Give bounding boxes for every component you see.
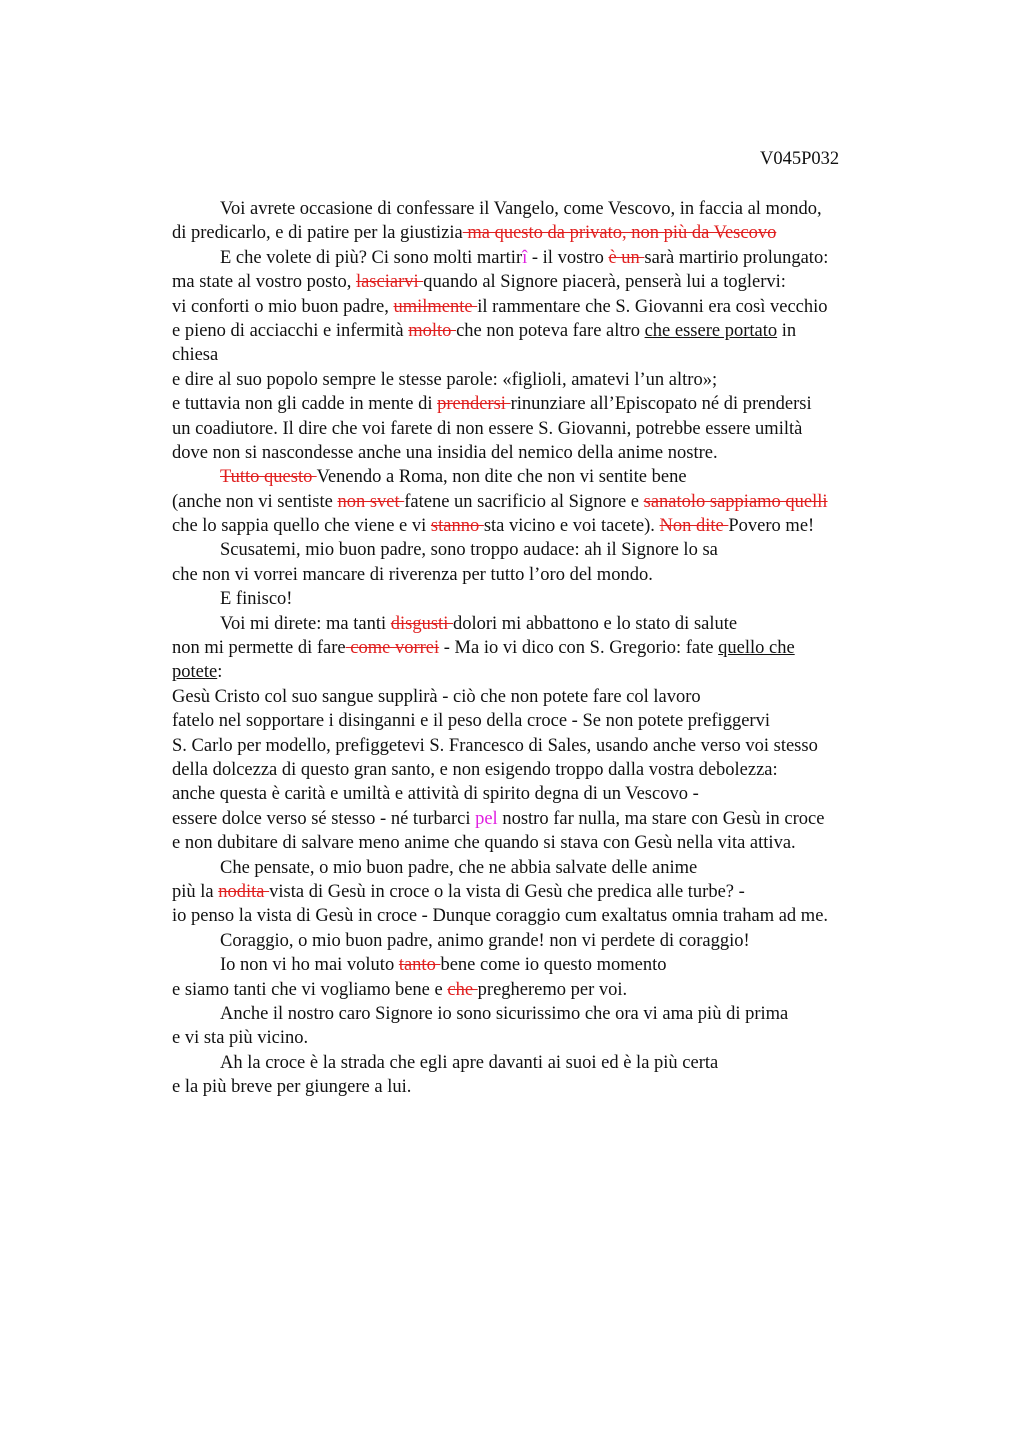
text-segment: e pieno di acciacchi e infermità bbox=[172, 320, 409, 341]
text-line bbox=[172, 734, 932, 758]
text-line bbox=[172, 685, 932, 709]
underlined-text: che essere portato bbox=[644, 320, 778, 341]
text-segment: di predicarlo, e di patire per la giustizia bbox=[172, 223, 463, 244]
text-line bbox=[172, 904, 932, 928]
text-line bbox=[172, 758, 932, 782]
text-segment: Io non vi ho mai voluto bbox=[220, 955, 399, 976]
text-segment: fatene un sacrificio al Signore e bbox=[404, 491, 644, 512]
text-segment: e siamo tanti che vi vogliamo bene e bbox=[172, 979, 448, 1000]
text-segment: chiesa bbox=[172, 345, 219, 366]
underlined-text: potete bbox=[172, 662, 218, 683]
struck-text: sanatolo sappiamo quelli bbox=[643, 491, 828, 512]
text-line bbox=[172, 246, 932, 270]
text-segment: fatelo nel sopportare i disinganni e il peso della croce - Se non potete prefiggervi bbox=[172, 711, 770, 732]
struck-text: come vorrei bbox=[345, 638, 440, 659]
text-segment: Venendo a Roma, non dite che non vi sentite bene bbox=[316, 467, 687, 488]
text-segment: sarà martirio prolungato: bbox=[644, 247, 829, 268]
text-segment: che non poteva fare altro bbox=[456, 320, 645, 341]
text-segment: e dire al suo popolo sempre le stesse parole: «figlioli, amatevi l’un altro»; bbox=[172, 369, 718, 390]
text-line bbox=[172, 197, 932, 221]
struck-text: Tutto questo bbox=[220, 467, 317, 488]
text-segment: E finisco! bbox=[220, 589, 293, 610]
text-segment: quando al Signore piacerà, penserà lui a toglervi: bbox=[423, 272, 786, 293]
text-segment: anche questa è carità e umiltà e attività di spirito degna di un Vescovo - bbox=[172, 784, 699, 805]
struck-text: molto bbox=[408, 320, 457, 341]
text-line bbox=[172, 880, 932, 904]
struck-text: disgusti bbox=[390, 613, 453, 634]
text-segment: S. Carlo per modello, prefiggetevi S. Francesco di Sales, usando anche verso voi stesso bbox=[172, 735, 818, 756]
underlined-text: quello che bbox=[718, 638, 795, 659]
text-segment: bene come io questo momento bbox=[440, 955, 667, 976]
text-line bbox=[172, 538, 932, 562]
text-segment: nostro far nulla, ma stare con Gesù in croce bbox=[497, 808, 825, 829]
text-segment: dove non si nascondesse anche una insidia del nemico della anime nostre. bbox=[172, 442, 718, 463]
text-line bbox=[172, 1026, 932, 1050]
text-line bbox=[172, 1051, 932, 1075]
text-segment: vista di Gesù in croce o la vista di Gesù che predica alle turbe? - bbox=[269, 881, 745, 902]
text-line bbox=[172, 270, 932, 294]
text-line bbox=[172, 856, 932, 880]
text-line bbox=[172, 490, 932, 514]
text-segment: Coraggio, o mio buon padre, animo grande! non vi perdete di coraggio! bbox=[220, 930, 750, 951]
text-line bbox=[172, 368, 932, 392]
letter-body bbox=[172, 197, 932, 1099]
text-segment: Anche il nostro caro Signore io sono sicurissimo che ora vi ama più di prima bbox=[220, 1003, 789, 1024]
text-segment: un coadiutore. Il dire che voi farete di non essere S. Giovanni, potrebbe essere umiltà bbox=[172, 418, 803, 439]
inserted-text: î bbox=[522, 247, 528, 268]
text-segment: Voi mi direte: ma tanti bbox=[220, 613, 391, 634]
text-segment: e la più breve per giungere a lui. bbox=[172, 1077, 412, 1098]
text-line bbox=[172, 587, 932, 611]
text-line bbox=[172, 978, 932, 1002]
text-line bbox=[172, 807, 932, 831]
text-line bbox=[172, 392, 932, 416]
text-segment: Voi avrete occasione di confessare il Vangelo, come Vescovo, in faccia al mondo, bbox=[220, 199, 822, 219]
text-line bbox=[172, 514, 932, 538]
text-line bbox=[172, 929, 932, 953]
text-line bbox=[172, 465, 932, 489]
text-line bbox=[172, 563, 932, 587]
struck-text: stanno bbox=[430, 516, 484, 537]
text-line bbox=[172, 660, 932, 684]
text-segment: e tuttavia non gli cadde in mente di bbox=[172, 394, 438, 415]
text-segment: Ah la croce è la strada che egli apre davanti ai suoi ed è la più certa bbox=[220, 1052, 719, 1073]
text-segment: E che volete di più? Ci sono molti martir bbox=[220, 247, 523, 268]
text-segment: ma state al vostro posto, bbox=[172, 272, 356, 293]
struck-text: nodita bbox=[218, 881, 270, 902]
text-segment: non mi permette di fare bbox=[172, 638, 346, 659]
text-line bbox=[172, 1002, 932, 1026]
text-line bbox=[172, 295, 932, 319]
text-segment: il rammentare che S. Giovanni era così vecchio bbox=[477, 296, 828, 317]
text-segment: - il vostro bbox=[527, 247, 609, 268]
struck-text: Non dite bbox=[659, 516, 729, 537]
text-segment: e vi sta più vicino. bbox=[172, 1028, 309, 1049]
struck-text: non svet bbox=[337, 491, 405, 512]
text-line bbox=[172, 612, 932, 636]
struck-text: tanto bbox=[398, 955, 441, 976]
text-line bbox=[172, 221, 932, 245]
text-segment: della dolcezza di questo gran santo, e non esigendo troppo dalla vostra debolezza: bbox=[172, 759, 778, 780]
text-segment: vi conforti o mio buon padre, bbox=[172, 296, 394, 317]
text-line bbox=[172, 319, 932, 343]
text-line bbox=[172, 831, 932, 855]
struck-text: lasciarvi bbox=[355, 272, 424, 293]
text-segment: che non vi vorrei mancare di riverenza per tutto l’oro del mondo. bbox=[172, 564, 653, 585]
struck-text: è un bbox=[608, 247, 645, 268]
text-segment: dolori mi abbattono e lo stato di salute bbox=[452, 613, 738, 634]
text-segment: Povero me! bbox=[728, 516, 815, 537]
text-line bbox=[172, 782, 932, 806]
struck-text: ma questo da privato, non più da Vescovo bbox=[462, 223, 777, 244]
text-segment: - Ma io vi dico con S. Gregorio: fate bbox=[439, 638, 719, 659]
struck-text: umilmente bbox=[393, 296, 478, 317]
text-segment: in bbox=[777, 320, 797, 341]
text-line bbox=[172, 636, 932, 660]
page-identifier: V045P032 bbox=[760, 149, 840, 169]
text-segment: Che pensate, o mio buon padre, che ne abbia salvate delle anime bbox=[220, 857, 698, 878]
text-line bbox=[172, 441, 932, 465]
text-segment: sta vicino e voi tacete). bbox=[483, 516, 660, 537]
text-segment: e non dubitare di salvare meno anime che quando si stava con Gesù nella vita attiva. bbox=[172, 833, 796, 854]
text-line bbox=[172, 953, 932, 977]
text-segment: pregheremo per voi. bbox=[477, 979, 628, 1000]
text-segment: (anche non vi sentiste bbox=[172, 491, 338, 512]
text-segment: che lo sappia quello che viene e vi bbox=[172, 516, 431, 537]
text-segment: essere dolce verso sé stesso - né turbarci bbox=[172, 808, 476, 829]
text-line bbox=[172, 1075, 932, 1099]
text-segment: Scusatemi, mio buon padre, sono troppo audace: ah il Signore lo sa bbox=[220, 540, 718, 561]
text-line bbox=[172, 709, 932, 733]
text-segment: più la bbox=[172, 881, 219, 902]
text-line bbox=[172, 343, 932, 367]
inserted-text: pel bbox=[475, 808, 498, 829]
text-segment: rinunziare all’Episcopato né di prendersi bbox=[510, 394, 812, 415]
struck-text: prendersi bbox=[437, 394, 511, 415]
struck-text: che bbox=[447, 979, 478, 1000]
text-segment: Gesù Cristo col suo sangue supplirà - ciò che non potete fare col lavoro bbox=[172, 686, 701, 707]
text-line bbox=[172, 417, 932, 441]
text-segment: : bbox=[217, 662, 223, 683]
text-segment: io penso la vista di Gesù in croce - Dunque coraggio cum exaltatus omnia traham ad me. bbox=[172, 906, 829, 927]
